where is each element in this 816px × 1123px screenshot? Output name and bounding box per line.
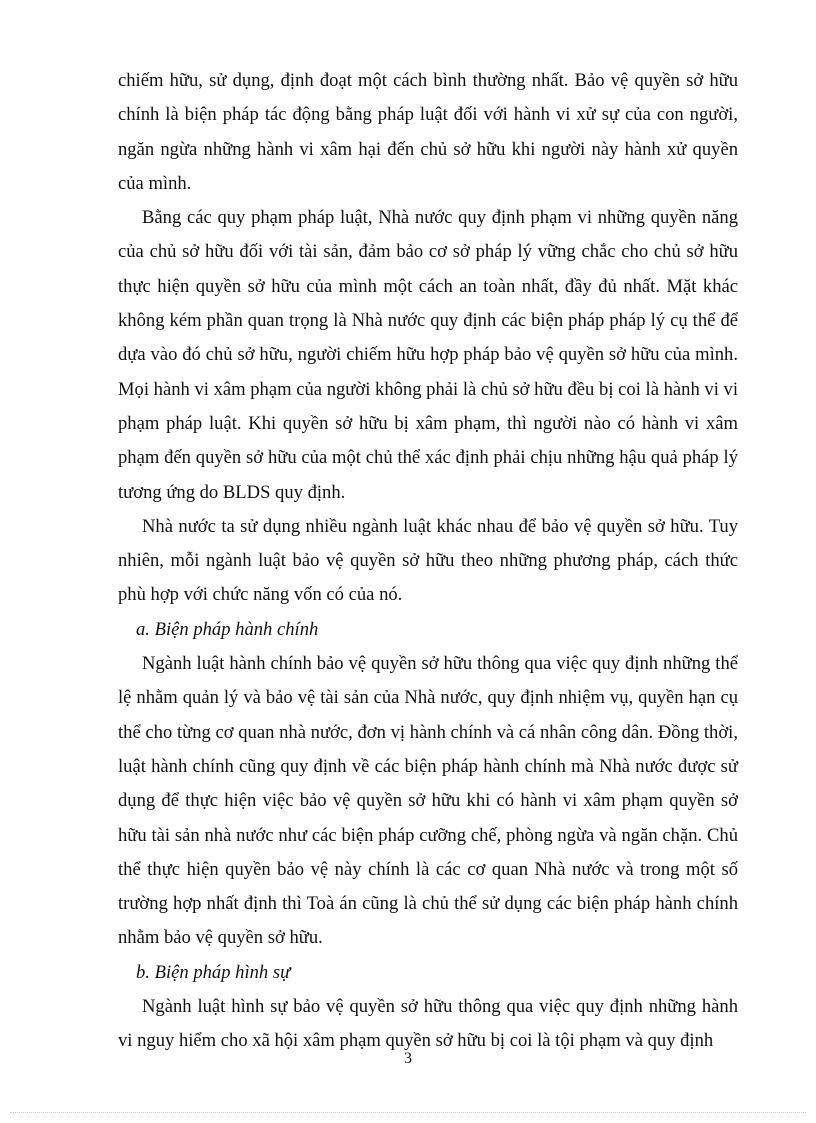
paragraph: Ngành luật hình sự bảo vệ quyền sở hữu thông qua việc quy định những hành vi nguy hiểm cho xã hội xâm phạm quyền sở hữu bị coi là tội phạm và quy định [118,996,738,1052]
paragraph-continued: chiếm hữu, sử dụng, định đoạt một cách bình thường nhất. Bảo vệ quyền sở hữu chính là biện pháp tác động bằng pháp luật đối với hành vi xử sự của con người, ngăn ngừa những hành vi xâm hại đến chủ sở hữu khi người này hành xử quyền của mình. [118,70,738,194]
paragraph: Ngành luật hành chính bảo vệ quyền sở hữu thông qua việc quy định những thể lệ nhằm quản lý và bảo vệ tài sản của Nhà nước, quy định nhiệm vụ, quyền hạn cụ thể cho từng cơ quan nhà nước, đơn vị hành chính và cá nhân công dân. Đồng thời, luật hành chính cũng quy định về các biện pháp hành chính mà Nhà nước được sử dụng để thực hiện việc bảo vệ quyền sở hữu khi có hành vi xâm phạm quyền sở hữu tài sản nhà nước như các biện pháp cưỡng chế, phòng ngừa và ngăn chặn. Chủ thể thực hiện quyền bảo vệ này chính là các cơ quan Nhà nước và trong một số trường hợp nhất định thì Toà án cũng là chủ thể sử dụng các biện pháp hành chính nhằm bảo vệ quyền sở hữu. [118,653,738,949]
section-heading-criminal: b. Biện pháp hình sự [136,961,291,983]
page-bottom-border [10,1112,806,1113]
document-body [118,64,738,1059]
paragraph: Nhà nước ta sử dụng nhiều ngành luật khác nhau để bảo vệ quyền sở hữu. Tuy nhiên, mỗi ngành luật bảo vệ quyền sở hữu theo những phương pháp, cách thức phù hợp với chức năng vốn có của nó. [118,515,738,606]
paragraph: Bằng các quy phạm pháp luật, Nhà nước quy định phạm vi những quyền năng của chủ sở hữu đối với tài sản, đảm bảo cơ sở pháp lý vững chắc cho chủ sở hữu thực hiện quyền sở hữu của mình một cách an toàn nhất, đầy đủ nhất. Mặt khác không kém phần quan trọng là Nhà nước quy định các biện pháp pháp lý cụ thể để dựa vào đó chủ sở hữu, người chiếm hữu hợp pháp bảo vệ quyền sở hữu của mình. Mọi hành vi xâm phạm của người không phải là chủ sở hữu đều bị coi là hành vi vi phạm pháp luật. Khi quyền sở hữu bị xâm phạm, thì người nào có hành vi xâm phạm đến quyền sở hữu của một chủ thể xác định phải chịu những hậu quả pháp lý tương ứng do BLDS quy định. [118,207,738,503]
section-heading-administrative: a. Biện pháp hành chính [136,618,319,640]
page-number: 3 [404,1050,412,1067]
